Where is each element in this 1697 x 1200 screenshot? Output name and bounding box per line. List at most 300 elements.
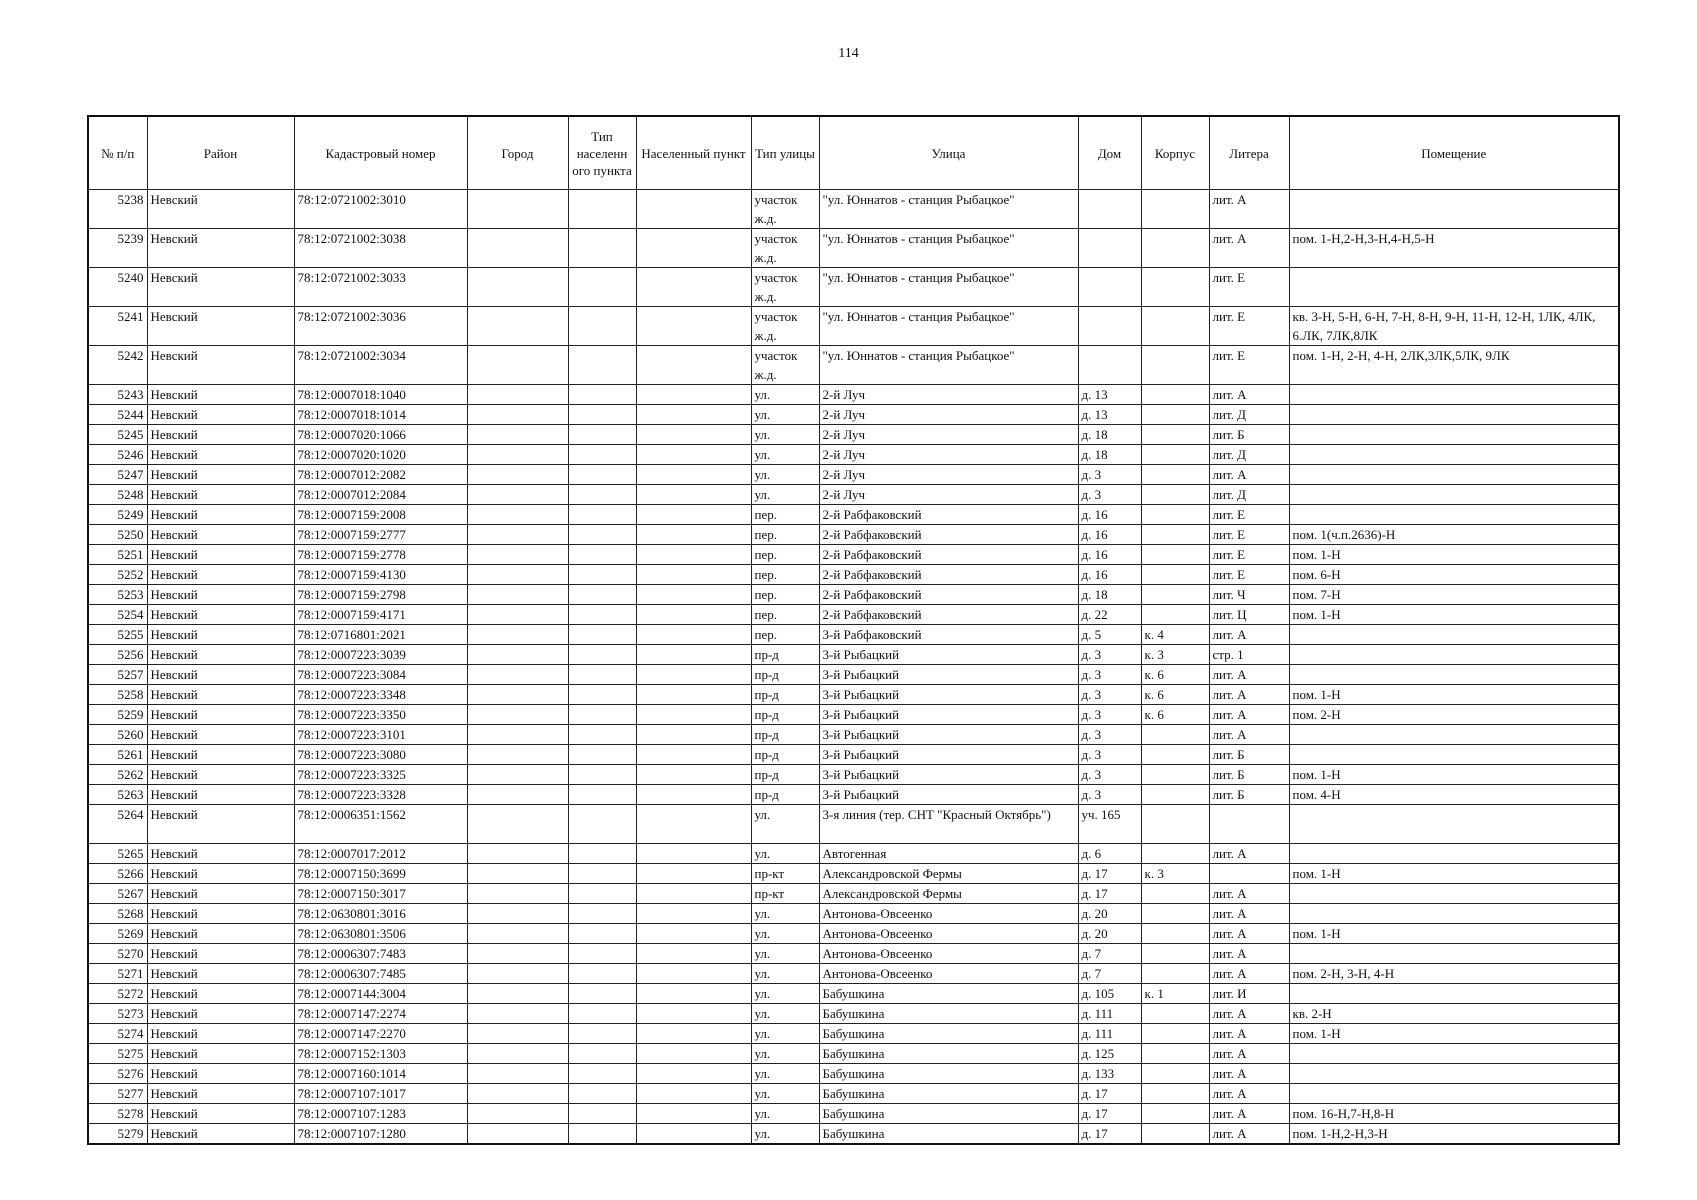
row-number-cell: 5270 [88,944,147,964]
street-cell: Бабушкина [819,1104,1078,1124]
city-cell [467,1024,568,1044]
cadastral-number-cell: 78:12:0007223:3080 [294,745,467,765]
building-cell [1141,1064,1209,1084]
district-cell: Невский [147,1124,294,1145]
settlement-cell [636,385,751,405]
city-cell [467,725,568,745]
building-cell [1141,565,1209,585]
column-header-premises: Помещение [1289,116,1619,190]
street-type-cell: ул. [751,1004,819,1024]
settlement-type-cell [568,1024,636,1044]
table-row [88,685,1619,705]
premises-cell: пом. 1-Н [1289,685,1619,705]
premises-cell: пом. 2-Н [1289,705,1619,725]
city-cell [467,844,568,864]
table-row [88,605,1619,625]
settlement-cell [636,725,751,745]
house-cell: уч. 165 [1078,805,1141,844]
table-row [88,984,1619,1004]
house-cell: д. 20 [1078,924,1141,944]
house-cell: д. 125 [1078,1044,1141,1064]
city-cell [467,307,568,346]
house-cell: д. 3 [1078,685,1141,705]
city-cell [467,485,568,505]
house-cell: д. 7 [1078,944,1141,964]
table-row [88,1004,1619,1024]
district-cell: Невский [147,465,294,485]
building-cell [1141,605,1209,625]
premises-cell [1289,505,1619,525]
row-number-cell: 5278 [88,1104,147,1124]
premises-cell: пом. 1-Н [1289,1024,1619,1044]
house-cell: д. 3 [1078,705,1141,725]
house-cell: д. 3 [1078,765,1141,785]
row-number-cell: 5279 [88,1124,147,1145]
table-row [88,944,1619,964]
letter-cell: лит. А [1209,964,1289,984]
table-row [88,425,1619,445]
table-row [88,844,1619,864]
city-cell [467,924,568,944]
house-cell: д. 18 [1078,585,1141,605]
street-type-cell: ул. [751,1044,819,1064]
table-row [88,1084,1619,1104]
city-cell [467,1104,568,1124]
street-cell: Автогенная [819,844,1078,864]
row-number-cell: 5243 [88,385,147,405]
street-cell: Бабушкина [819,1044,1078,1064]
house-cell: д. 22 [1078,605,1141,625]
letter-cell: лит. А [1209,924,1289,944]
street-type-cell: пр-д [751,745,819,765]
settlement-type-cell [568,705,636,725]
cadastral-number-cell: 78:12:0007159:4130 [294,565,467,585]
district-cell: Невский [147,1024,294,1044]
cadastral-number-cell: 78:12:0007147:2270 [294,1024,467,1044]
settlement-cell [636,1064,751,1084]
settlement-cell [636,525,751,545]
building-cell [1141,585,1209,605]
table-row [88,884,1619,904]
building-cell [1141,505,1209,525]
settlement-type-cell [568,425,636,445]
letter-cell: лит. Ч [1209,585,1289,605]
building-cell [1141,1004,1209,1024]
row-number-cell: 5245 [88,425,147,445]
table-row [88,805,1619,844]
settlement-cell [636,346,751,385]
district-cell: Невский [147,545,294,565]
city-cell [467,884,568,904]
building-cell [1141,485,1209,505]
premises-cell [1289,1044,1619,1064]
letter-cell: лит. Д [1209,445,1289,465]
cadastral-number-cell: 78:12:0007159:2798 [294,585,467,605]
street-cell: Антонова-Овсеенко [819,904,1078,924]
settlement-type-cell [568,765,636,785]
city-cell [467,904,568,924]
city-cell [467,1124,568,1145]
cadastral-number-cell: 78:12:0007152:1303 [294,1044,467,1064]
street-cell: 2-й Луч [819,485,1078,505]
settlement-type-cell [568,645,636,665]
table-row [88,405,1619,425]
table-row [88,545,1619,565]
letter-cell: лит. А [1209,1064,1289,1084]
letter-cell: лит. А [1209,1104,1289,1124]
premises-cell: пом. 7-Н [1289,585,1619,605]
building-cell [1141,346,1209,385]
row-number-cell: 5252 [88,565,147,585]
settlement-type-cell [568,585,636,605]
cadastral-number-cell: 78:12:0007017:2012 [294,844,467,864]
building-cell [1141,904,1209,924]
city-cell [467,1064,568,1084]
street-cell: 3-й Рыбацкий [819,665,1078,685]
cadastral-number-cell: 78:12:0007150:3017 [294,884,467,904]
street-type-cell: участок ж.д. [751,229,819,268]
table-row [88,385,1619,405]
street-cell: 3-я линия (тер. СНТ "Красный Октябрь") [819,805,1078,844]
premises-cell [1289,745,1619,765]
house-cell: д. 16 [1078,505,1141,525]
district-cell: Невский [147,605,294,625]
settlement-type-cell [568,745,636,765]
letter-cell: лит. Е [1209,346,1289,385]
column-header-city: Город [467,116,568,190]
street-type-cell: ул. [751,1104,819,1124]
building-cell [1141,229,1209,268]
district-cell: Невский [147,425,294,445]
district-cell: Невский [147,1044,294,1064]
district-cell: Невский [147,765,294,785]
street-type-cell: пр-кт [751,864,819,884]
house-cell: д. 17 [1078,864,1141,884]
letter-cell: лит. А [1209,1024,1289,1044]
settlement-cell [636,765,751,785]
settlement-type-cell [568,465,636,485]
premises-cell: пом. 1(ч.п.2636)-Н [1289,525,1619,545]
city-cell [467,465,568,485]
settlement-cell [636,884,751,904]
city-cell [467,405,568,425]
street-type-cell: ул. [751,485,819,505]
settlement-type-cell [568,525,636,545]
table-row [88,904,1619,924]
letter-cell: лит. Д [1209,405,1289,425]
house-cell: д. 17 [1078,884,1141,904]
settlement-cell [636,785,751,805]
district-cell: Невский [147,190,294,229]
settlement-cell [636,685,751,705]
building-cell [1141,545,1209,565]
row-number-cell: 5273 [88,1004,147,1024]
settlement-cell [636,705,751,725]
table-row [88,585,1619,605]
premises-cell: пом. 16-Н,7-Н,8-Н [1289,1104,1619,1124]
cadastral-number-cell: 78:12:0721002:3038 [294,229,467,268]
house-cell: д. 20 [1078,904,1141,924]
table-row [88,864,1619,884]
house-cell [1078,190,1141,229]
cadastral-number-cell: 78:12:0007223:3348 [294,685,467,705]
street-type-cell: участок ж.д. [751,268,819,307]
house-cell: д. 3 [1078,725,1141,745]
row-number-cell: 5239 [88,229,147,268]
city-cell [467,1084,568,1104]
street-cell: 3-й Рыбацкий [819,725,1078,745]
city-cell [467,425,568,445]
cadastral-number-cell: 78:12:0007150:3699 [294,864,467,884]
table-row [88,268,1619,307]
settlement-type-cell [568,884,636,904]
row-number-cell: 5257 [88,665,147,685]
settlement-cell [636,805,751,844]
column-header-building: Корпус [1141,116,1209,190]
cadastral-number-cell: 78:12:0007223:3039 [294,645,467,665]
table-row [88,525,1619,545]
settlement-cell [636,405,751,425]
district-cell: Невский [147,585,294,605]
city-cell [467,1004,568,1024]
letter-cell: лит. А [1209,685,1289,705]
district-cell: Невский [147,864,294,884]
cadastral-number-cell: 78:12:0006351:1562 [294,805,467,844]
row-number-cell: 5258 [88,685,147,705]
row-number-cell: 5269 [88,924,147,944]
street-type-cell: пер. [751,605,819,625]
street-type-cell: участок ж.д. [751,346,819,385]
street-type-cell: пер. [751,565,819,585]
letter-cell: лит. А [1209,625,1289,645]
letter-cell: лит. А [1209,1044,1289,1064]
street-type-cell: ул. [751,964,819,984]
city-cell [467,565,568,585]
settlement-type-cell [568,864,636,884]
premises-cell [1289,1084,1619,1104]
cadastral-number-cell: 78:12:0007223:3350 [294,705,467,725]
column-header-street-type: Тип улицы [751,116,819,190]
district-cell: Невский [147,685,294,705]
cadastral-number-cell: 78:12:0007012:2084 [294,485,467,505]
building-cell [1141,445,1209,465]
city-cell [467,685,568,705]
city-cell [467,190,568,229]
premises-cell [1289,984,1619,1004]
settlement-cell [636,904,751,924]
table-row [88,229,1619,268]
house-cell: д. 3 [1078,645,1141,665]
district-cell: Невский [147,307,294,346]
street-type-cell: ул. [751,1064,819,1084]
row-number-cell: 5248 [88,485,147,505]
street-type-cell: пер. [751,525,819,545]
premises-cell [1289,1064,1619,1084]
street-cell: 3-й Рыбацкий [819,705,1078,725]
letter-cell: лит. Ц [1209,605,1289,625]
building-cell: к. 6 [1141,705,1209,725]
settlement-type-cell [568,904,636,924]
street-type-cell: ул. [751,844,819,864]
district-cell: Невский [147,445,294,465]
building-cell: к. 4 [1141,625,1209,645]
building-cell [1141,307,1209,346]
premises-cell [1289,190,1619,229]
street-type-cell: пр-д [751,645,819,665]
settlement-type-cell [568,785,636,805]
street-cell: 3-й Рыбацкий [819,685,1078,705]
street-type-cell: пер. [751,545,819,565]
row-number-cell: 5271 [88,964,147,984]
district-cell: Невский [147,904,294,924]
house-cell [1078,346,1141,385]
settlement-type-cell [568,346,636,385]
city-cell [467,745,568,765]
premises-cell: пом. 1-Н,2-Н,3-Н [1289,1124,1619,1145]
letter-cell: лит. А [1209,465,1289,485]
street-type-cell: пр-д [751,685,819,705]
table-row [88,1044,1619,1064]
row-number-cell: 5260 [88,725,147,745]
street-type-cell: пр-д [751,765,819,785]
building-cell: к. 6 [1141,665,1209,685]
house-cell: д. 16 [1078,525,1141,545]
city-cell [467,984,568,1004]
house-cell: д. 3 [1078,745,1141,765]
district-cell: Невский [147,565,294,585]
district-cell: Невский [147,1064,294,1084]
table-row [88,625,1619,645]
settlement-cell [636,924,751,944]
city-cell [467,765,568,785]
settlement-type-cell [568,625,636,645]
cadastral-number-cell: 78:12:0007107:1280 [294,1124,467,1145]
district-cell: Невский [147,805,294,844]
settlement-cell [636,625,751,645]
cadastral-number-cell: 78:12:0007223:3325 [294,765,467,785]
row-number-cell: 5262 [88,765,147,785]
building-cell [1141,190,1209,229]
house-cell: д. 13 [1078,385,1141,405]
settlement-type-cell [568,1044,636,1064]
building-cell [1141,1124,1209,1145]
premises-cell: пом. 6-Н [1289,565,1619,585]
street-type-cell: пр-д [751,705,819,725]
street-cell: Бабушкина [819,1124,1078,1145]
row-number-cell: 5265 [88,844,147,864]
premises-cell [1289,425,1619,445]
building-cell [1141,1024,1209,1044]
premises-cell [1289,445,1619,465]
district-cell: Невский [147,844,294,864]
row-number-cell: 5277 [88,1084,147,1104]
street-cell: 3-й Рабфаковский [819,625,1078,645]
street-cell: 2-й Рабфаковский [819,585,1078,605]
house-cell: д. 3 [1078,485,1141,505]
street-type-cell: ул. [751,904,819,924]
settlement-type-cell [568,229,636,268]
settlement-cell [636,229,751,268]
settlement-cell [636,565,751,585]
district-cell: Невский [147,229,294,268]
house-cell: д. 18 [1078,445,1141,465]
settlement-type-cell [568,1004,636,1024]
row-number-cell: 5266 [88,864,147,884]
building-cell [1141,964,1209,984]
table-row [88,1064,1619,1084]
settlement-type-cell [568,545,636,565]
table-row [88,565,1619,585]
cadastral-number-cell: 78:12:0007107:1017 [294,1084,467,1104]
row-number-cell: 5276 [88,1064,147,1084]
letter-cell [1209,864,1289,884]
column-header-house: Дом [1078,116,1141,190]
letter-cell: лит. Б [1209,785,1289,805]
district-cell: Невский [147,485,294,505]
cadastral-number-cell: 78:12:0630801:3506 [294,924,467,944]
building-cell: к. 6 [1141,685,1209,705]
street-type-cell: ул. [751,924,819,944]
street-type-cell: пр-д [751,785,819,805]
row-number-cell: 5256 [88,645,147,665]
house-cell: д. 18 [1078,425,1141,445]
cadastral-number-cell: 78:12:0007223:3328 [294,785,467,805]
cadastral-number-cell: 78:12:0006307:7483 [294,944,467,964]
district-cell: Невский [147,944,294,964]
house-cell: д. 3 [1078,785,1141,805]
table-row [88,190,1619,229]
settlement-cell [636,864,751,884]
cadastral-number-cell: 78:12:0007018:1014 [294,405,467,425]
letter-cell: лит. А [1209,725,1289,745]
settlement-type-cell [568,445,636,465]
premises-cell: пом. 1-Н,2-Н,3-Н,4-Н,5-Н [1289,229,1619,268]
city-cell [467,864,568,884]
column-header-settlement-type: Тип населенн ого пункта [568,116,636,190]
premises-cell [1289,485,1619,505]
column-header-district: Район [147,116,294,190]
building-cell [1141,745,1209,765]
city-cell [467,605,568,625]
house-cell: д. 13 [1078,405,1141,425]
street-cell: Антонова-Овсеенко [819,964,1078,984]
row-number-cell: 5274 [88,1024,147,1044]
table-header-row [88,116,1619,190]
settlement-type-cell [568,1064,636,1084]
premises-cell: кв. 2-Н [1289,1004,1619,1024]
table-row [88,465,1619,485]
settlement-cell [636,1104,751,1124]
table-row [88,924,1619,944]
row-number-cell: 5268 [88,904,147,924]
settlement-type-cell [568,1124,636,1145]
letter-cell: лит. А [1209,1004,1289,1024]
letter-cell: лит. Е [1209,545,1289,565]
settlement-cell [636,505,751,525]
street-type-cell: пер. [751,625,819,645]
row-number-cell: 5261 [88,745,147,765]
letter-cell: лит. Е [1209,525,1289,545]
cadastral-number-cell: 78:12:0716801:2021 [294,625,467,645]
settlement-type-cell [568,505,636,525]
house-cell: д. 16 [1078,545,1141,565]
district-cell: Невский [147,964,294,984]
table-row [88,725,1619,745]
letter-cell: лит. А [1209,844,1289,864]
street-cell: Александровской Фермы [819,884,1078,904]
row-number-cell: 5264 [88,805,147,844]
street-type-cell: ул. [751,445,819,465]
